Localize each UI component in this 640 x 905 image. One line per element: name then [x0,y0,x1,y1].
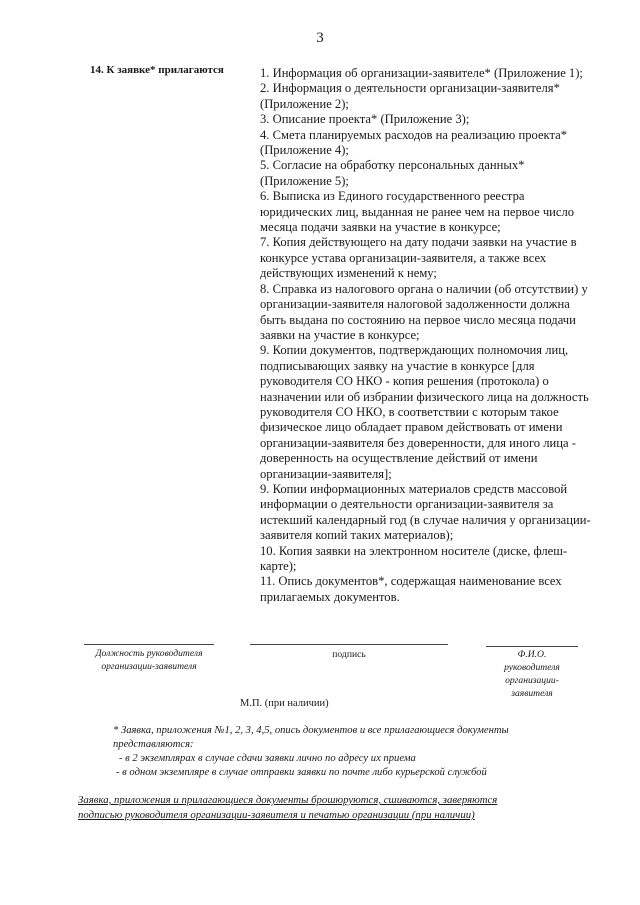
page-number: 3 [316,30,324,46]
name-label-line: руководителя [504,662,560,673]
bottom-note-line: подписью руководителя организации-заявителя и печатью организации (при наличии) [78,809,475,821]
attachments-list [260,66,592,605]
list-item: 4. Смета планируемых расходов на реализацию проекта* (Приложение 4); [260,127,568,158]
list-item: 9. Копии документов, подтверждающих полномочия лиц, подписывающих заявку на участие в конкурсе [для руководителя СО НКО - копия решения (протокола) о назначении или об избрании физического лица на должность руководителя СО НКО, в соответствии с которым такое физическое лицо обладает правом действовать от имени организации-заявителя без доверенности, для иного лица - доверенность на осуществление действий от имени организации-заявителя]; [260,343,589,481]
name-label-line: заявителя [511,688,553,699]
position-label: Должность руководителя организации-заявителя [95,648,203,672]
signature-line [250,644,448,645]
footnote-line: - в 2 экземплярах в случае сдачи заявки лично по адресу их приема [119,753,416,764]
list-item: 7. Копия действующего на дату подачи заявки на участие в конкурсе устава организации-заявителя, а также всех действующих изменений к нему; [260,235,577,281]
stamp-label: М.П. (при наличии) [240,698,329,709]
signature-label: подпись [332,649,366,660]
name-signature-line [486,646,578,647]
list-item: 11. Опись документов*, содержащая наименование всех прилагаемых документов. [260,574,562,604]
section-label: 14. К заявке* прилагаются [90,64,224,76]
list-item: 6. Выписка из Единого государственного реестра юридических лиц, выданная не ранее чем на первое число месяца подачи заявки на участие в конкурсе; [260,189,575,235]
list-item: 9. Копии информационных материалов средств массовой информации о деятельности организации-заявителя за истекший календарный год (в случае наличия у организации-заявителя копий таких материалов); [260,481,591,543]
footnote-line: - в одном экземпляре в случае отправки заявки по почте либо курьерской службой [116,767,487,778]
footnote-line: представляются: [113,739,194,750]
list-item: 2. Информация о деятельности организации-заявителя* (Приложение 2); [260,81,560,111]
name-label-line: Ф.И.О. [517,649,547,660]
list-item: 5. Согласие на обработку персональных данных* (Приложение 5); [260,158,525,188]
list-item: 10. Копия заявки на электронном носителе (диске, флеш-карте); [260,543,568,573]
list-item: 8. Справка из налогового органа о наличии (об отсутствии) у организации-заявителя налоговой задолженности должна быть выдана по состоянию на первое число месяца подачи заявки на участие в конкурсе; [260,281,588,342]
name-label [478,648,586,700]
list-item: 1. Информация об организации-заявителе* (Приложение 1); [260,66,583,80]
name-label-line: организации- [505,675,559,686]
footnote-line: * Заявка, приложения №1, 2, 3, 4,5, опись документов и все прилагающиеся документы [113,725,509,736]
position-signature-line [84,644,214,645]
list-item: 3. Описание проекта* (Приложение 3); [260,112,470,127]
bottom-note-line: Заявка, приложения и прилагающиеся документы брошюруются, сшиваются, заверяются [78,794,498,806]
